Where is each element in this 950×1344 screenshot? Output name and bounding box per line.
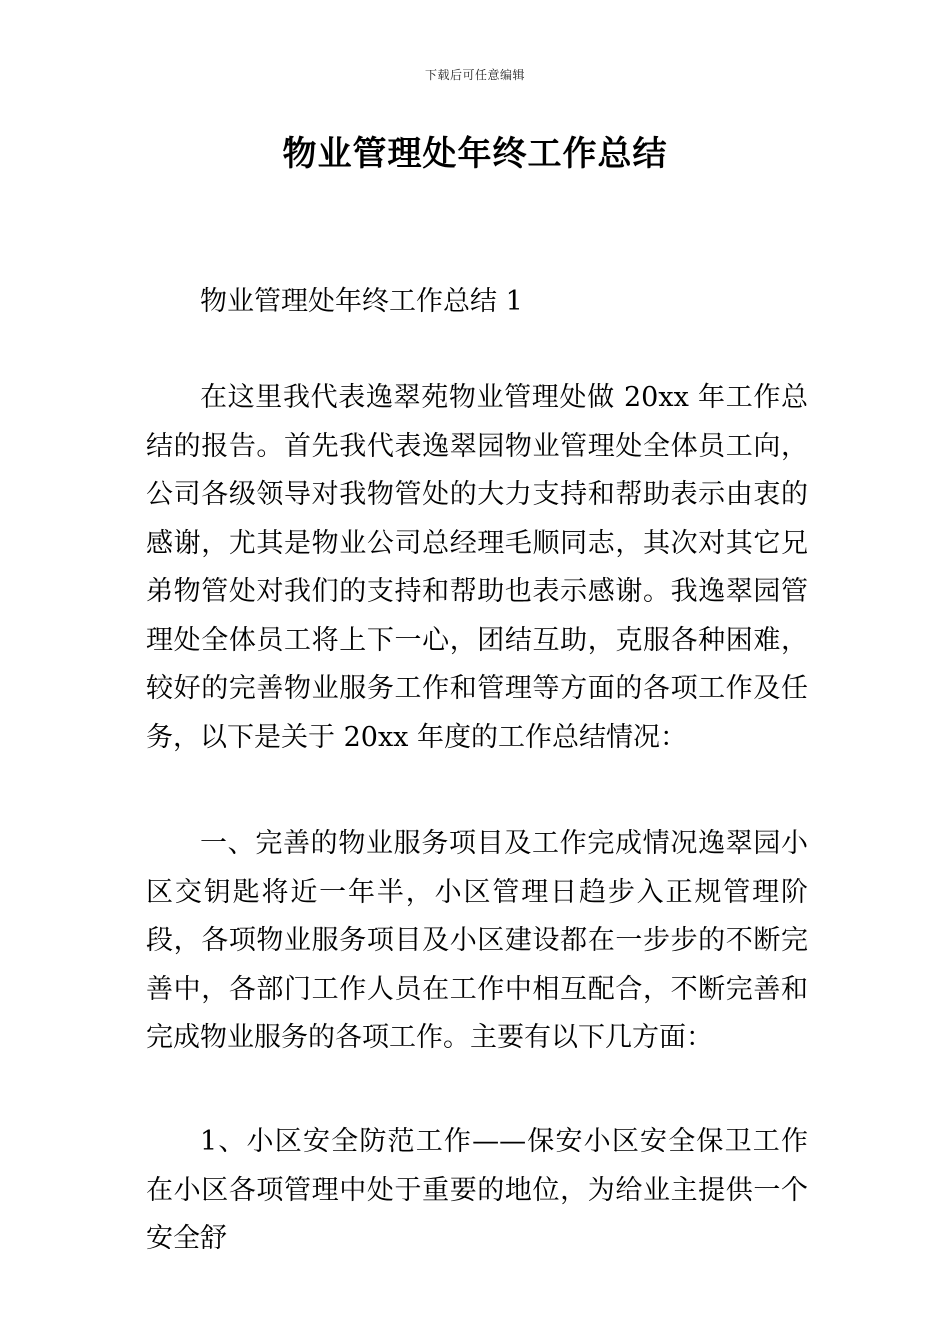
paragraph-security: 1、小区安全防范工作——保安小区安全保卫工作在小区各项管理中处于重要的地位，为给业主提供一个安全舒 (146, 1126, 808, 1254)
paragraph-section-one: 一、完善的物业服务项目及工作完成情况逸翠园小区交钥匙将近一年半，小区管理日趋步入正规管理阶段，各项物业服务项目及小区建设都在一步步的不断完善中，各部门工作人员在工作中相互配合，不断完善和完成物业服务的各项工作。主要有以下几方面： (146, 828, 808, 1053)
section-subheading: 物业管理处年终工作总结 1 (200, 286, 523, 317)
page-header-note: 下载后可任意编辑 (424, 68, 525, 82)
document-title: 物业管理处年终工作总结 (282, 134, 668, 174)
paragraph-intro: 在这里我代表逸翠苑物业管理处做 20xx 年工作总结的报告。首先我代表逸翠园物业管理处全体员工向，公司各级领导对我物管处的大力支持和帮助表示由衷的感谢，尤其是物业公司总经理毛顺同志，其次对其它兄弟物管处对我们的支持和帮助也表示感谢。我逸翠园管理处全体员工将上下一心，团结互助，克服各种困难，较好的完善物业服务工作和管理等方面的各项工作及任务，以下是关于 20xx 年度的工作总结情况： (146, 382, 808, 753)
